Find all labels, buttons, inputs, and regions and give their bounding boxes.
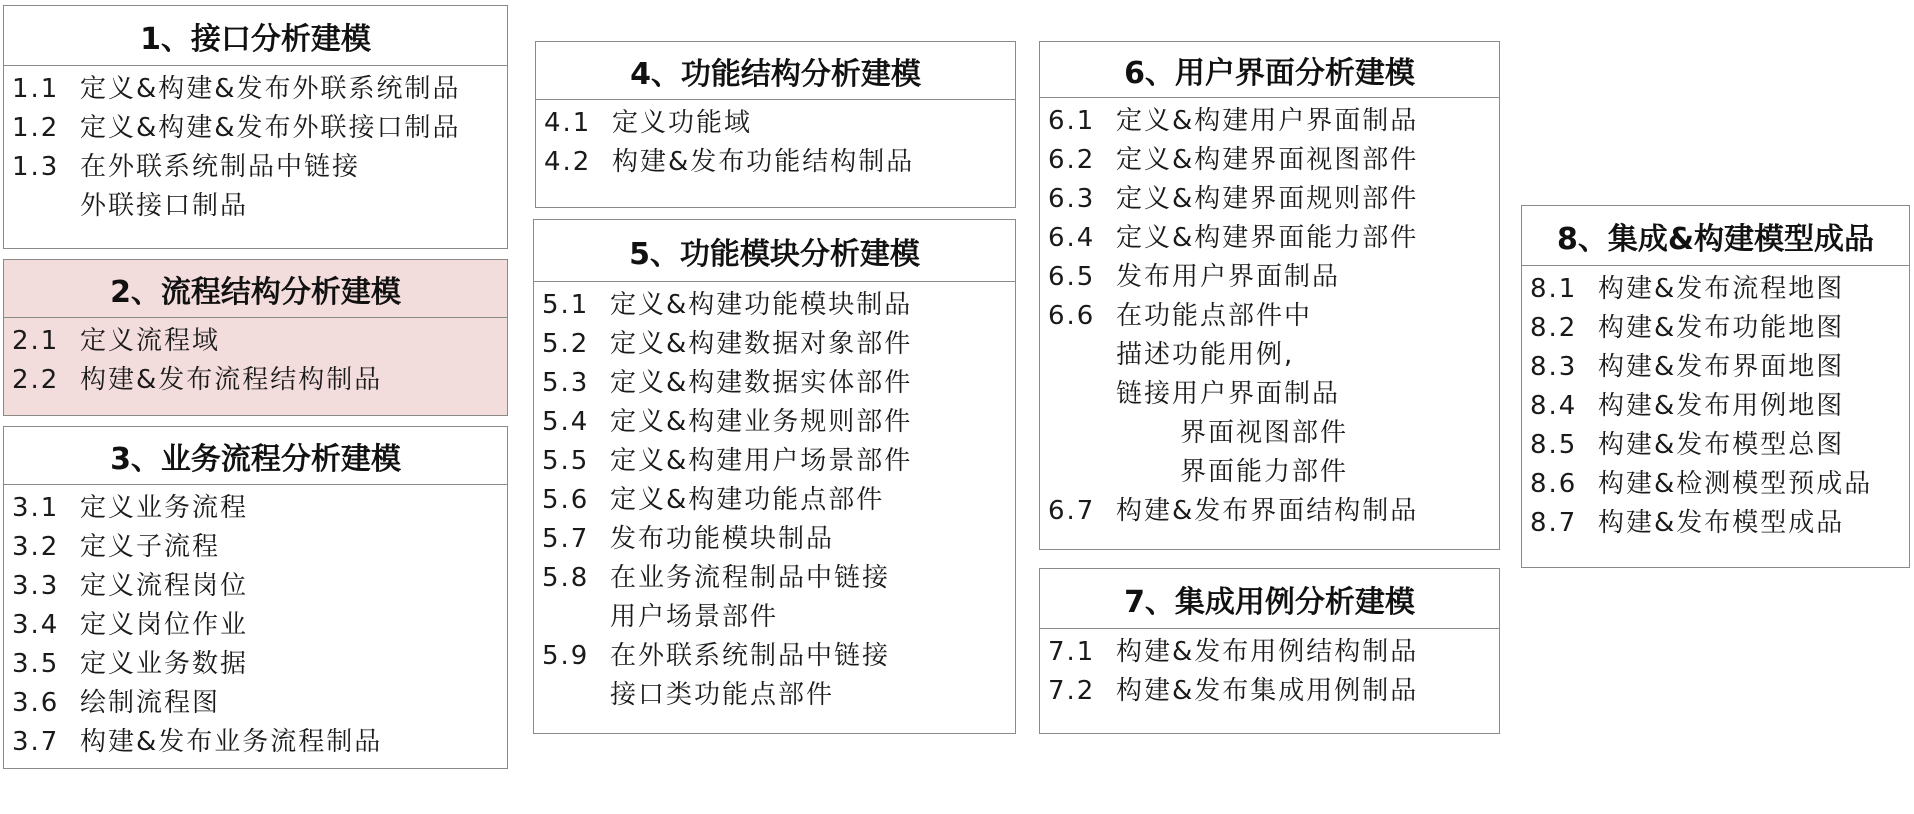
item-number: 5.5 <box>542 446 590 476</box>
box-integration-model-product <box>1521 205 1910 568</box>
item-text: 发布用户界面制品 <box>1116 262 1341 292</box>
item-number: 5.6 <box>542 485 590 515</box>
list-item <box>1048 141 1499 180</box>
box-items <box>534 282 1015 715</box>
item-number: 8.7 <box>1530 508 1578 538</box>
item-number: 6.6 <box>1048 301 1096 331</box>
list-item <box>1048 180 1499 219</box>
item-text: 构建&发布功能结构制品 <box>612 147 915 177</box>
item-text: 定义&构建界面能力部件 <box>1116 223 1419 253</box>
item-number: 4.2 <box>544 147 592 177</box>
item-number: 4.1 <box>544 108 592 138</box>
item-text <box>80 148 360 226</box>
item-text: 定义流程域 <box>80 326 221 356</box>
item-line: 用户场景部件 <box>610 602 779 632</box>
box-business-process-modeling <box>3 426 508 769</box>
box-process-structure-modeling <box>3 259 508 416</box>
item-number: 5.9 <box>542 641 590 671</box>
list-item <box>12 489 507 528</box>
item-number: 1.3 <box>12 152 60 182</box>
item-text: 构建&发布界面地图 <box>1598 352 1845 382</box>
item-text: 定义&构建数据实体部件 <box>610 368 913 398</box>
item-text: 构建&发布模型总图 <box>1598 430 1845 460</box>
item-number: 2.2 <box>12 365 60 395</box>
item-text: 构建&发布用例结构制品 <box>1116 637 1419 667</box>
list-item <box>542 559 1015 637</box>
item-number: 5.2 <box>542 329 590 359</box>
item-text <box>1116 297 1348 492</box>
item-text: 定义业务数据 <box>80 649 249 679</box>
item-number: 8.1 <box>1530 274 1578 304</box>
item-line: 外联接口制品 <box>80 191 249 221</box>
box-title: 1、接口分析建模 <box>4 6 507 66</box>
item-number: 6.5 <box>1048 262 1096 292</box>
box-title: 8、集成&构建模型成品 <box>1522 206 1909 266</box>
box-title: 5、功能模块分析建模 <box>534 220 1015 282</box>
list-item <box>1530 426 1909 465</box>
item-text: 定义&构建&发布外联接口制品 <box>80 113 461 143</box>
box-title: 6、用户界面分析建模 <box>1040 42 1499 98</box>
list-item <box>542 637 1015 715</box>
list-item <box>544 143 1015 182</box>
box-interface-modeling <box>3 5 508 249</box>
item-text: 定义岗位作业 <box>80 610 249 640</box>
item-number: 8.2 <box>1530 313 1578 343</box>
item-line: 界面能力部件 <box>1180 457 1349 487</box>
list-item <box>1530 465 1909 504</box>
item-text: 绘制流程图 <box>80 688 221 718</box>
item-number: 7.2 <box>1048 676 1096 706</box>
list-item <box>542 325 1015 364</box>
item-number: 8.4 <box>1530 391 1578 421</box>
list-item <box>1048 672 1499 711</box>
list-item <box>12 723 507 762</box>
item-line: 在功能点部件中 <box>1116 301 1313 331</box>
box-items <box>4 485 507 762</box>
item-text: 定义&构建功能模块制品 <box>610 290 913 320</box>
box-items <box>1040 629 1499 711</box>
list-item <box>1048 219 1499 258</box>
item-text: 定义功能域 <box>612 108 753 138</box>
box-items <box>536 100 1015 182</box>
item-line: 链接用户界面制品 <box>1116 379 1341 409</box>
item-line: 在业务流程制品中链接 <box>610 563 891 593</box>
item-text: 定义&构建功能点部件 <box>610 485 885 515</box>
item-text: 构建&发布集成用例制品 <box>1116 676 1419 706</box>
item-number: 1.1 <box>12 74 60 104</box>
box-title: 7、集成用例分析建模 <box>1040 569 1499 629</box>
box-title: 4、功能结构分析建模 <box>536 42 1015 100</box>
list-item <box>1530 348 1909 387</box>
item-text: 发布功能模块制品 <box>610 524 835 554</box>
item-number: 3.3 <box>12 571 60 601</box>
item-line: 描述功能用例, <box>1116 340 1295 370</box>
list-item <box>12 148 507 226</box>
item-text: 定义&构建界面视图部件 <box>1116 145 1419 175</box>
list-item <box>12 684 507 723</box>
item-number: 6.1 <box>1048 106 1096 136</box>
box-title: 3、业务流程分析建模 <box>4 427 507 485</box>
list-item <box>12 70 507 109</box>
item-number: 6.3 <box>1048 184 1096 214</box>
item-text: 定义&构建用户场景部件 <box>610 446 913 476</box>
list-item <box>12 109 507 148</box>
item-number: 8.6 <box>1530 469 1578 499</box>
list-item <box>1530 270 1909 309</box>
item-text <box>610 559 890 637</box>
list-item <box>542 442 1015 481</box>
item-line: 接口类功能点部件 <box>610 680 835 710</box>
list-item <box>544 104 1015 143</box>
list-item <box>12 606 507 645</box>
item-text: 定义&构建数据对象部件 <box>610 329 913 359</box>
item-number: 1.2 <box>12 113 60 143</box>
item-number: 3.7 <box>12 727 60 757</box>
item-text: 定义&构建&发布外联系统制品 <box>80 74 461 104</box>
item-text: 构建&发布界面结构制品 <box>1116 496 1419 526</box>
item-line: 在外联系统制品中链接 <box>80 152 361 182</box>
list-item <box>12 528 507 567</box>
item-text: 定义流程岗位 <box>80 571 249 601</box>
box-items <box>1522 266 1909 543</box>
item-line: 在外联系统制品中链接 <box>610 641 891 671</box>
list-item <box>1048 492 1499 531</box>
item-text: 定义子流程 <box>80 532 221 562</box>
list-item <box>12 567 507 606</box>
list-item <box>542 481 1015 520</box>
box-user-interface-modeling <box>1039 41 1500 550</box>
list-item <box>1048 258 1499 297</box>
item-number: 2.1 <box>12 326 60 356</box>
box-function-module-modeling <box>533 219 1016 734</box>
item-number: 8.3 <box>1530 352 1578 382</box>
item-number: 7.1 <box>1048 637 1096 667</box>
box-title: 2、流程结构分析建模 <box>4 260 507 318</box>
item-text: 构建&发布业务流程制品 <box>80 727 383 757</box>
list-item <box>542 520 1015 559</box>
list-item <box>1530 309 1909 348</box>
item-text: 构建&发布用例地图 <box>1598 391 1845 421</box>
list-item <box>542 403 1015 442</box>
list-item <box>12 322 507 361</box>
list-item <box>1048 297 1499 492</box>
list-item <box>542 364 1015 403</box>
item-number: 3.6 <box>12 688 60 718</box>
item-number: 5.7 <box>542 524 590 554</box>
box-function-structure-modeling <box>535 41 1016 208</box>
box-items <box>4 318 507 400</box>
item-number: 6.4 <box>1048 223 1096 253</box>
item-number: 5.4 <box>542 407 590 437</box>
item-text: 定义&构建业务规则部件 <box>610 407 913 437</box>
item-number: 6.2 <box>1048 145 1096 175</box>
box-items <box>4 66 507 226</box>
box-integration-usecase-modeling <box>1039 568 1500 734</box>
list-item <box>1530 387 1909 426</box>
item-number: 3.5 <box>12 649 60 679</box>
list-item <box>12 645 507 684</box>
item-text: 构建&检测模型预成品 <box>1598 469 1873 499</box>
item-number: 3.2 <box>12 532 60 562</box>
list-item <box>1048 102 1499 141</box>
item-number: 8.5 <box>1530 430 1578 460</box>
item-text: 定义&构建界面规则部件 <box>1116 184 1419 214</box>
item-number: 3.1 <box>12 493 60 523</box>
item-number: 5.3 <box>542 368 590 398</box>
item-number: 6.7 <box>1048 496 1096 526</box>
item-line: 界面视图部件 <box>1180 418 1349 448</box>
list-item <box>1530 504 1909 543</box>
item-text: 定义业务流程 <box>80 493 249 523</box>
item-text <box>610 637 890 715</box>
item-number: 5.1 <box>542 290 590 320</box>
item-text: 构建&发布流程结构制品 <box>80 365 383 395</box>
list-item <box>542 286 1015 325</box>
item-text: 定义&构建用户界面制品 <box>1116 106 1419 136</box>
item-text: 构建&发布模型成品 <box>1598 508 1845 538</box>
item-text: 构建&发布功能地图 <box>1598 313 1845 343</box>
item-number: 5.8 <box>542 563 590 593</box>
item-text: 构建&发布流程地图 <box>1598 274 1845 304</box>
item-number: 3.4 <box>12 610 60 640</box>
list-item <box>12 361 507 400</box>
list-item <box>1048 633 1499 672</box>
box-items <box>1040 98 1499 531</box>
